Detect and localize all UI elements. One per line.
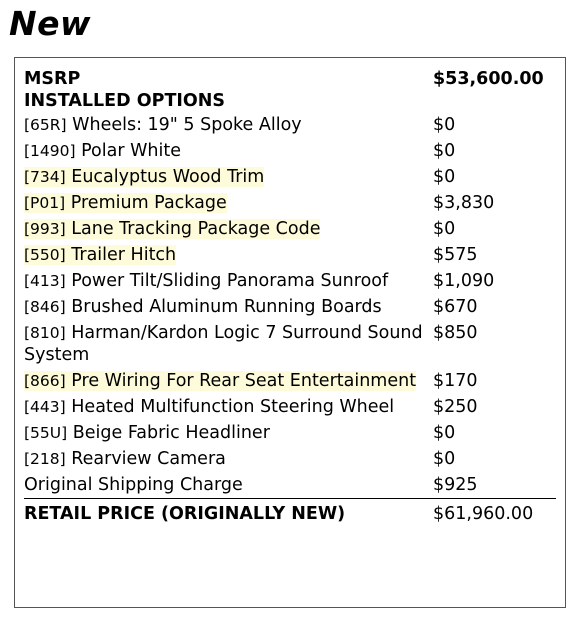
option-name: Beige Fabric Headliner (72, 423, 270, 443)
option-row (24, 394, 556, 420)
option-code: [846] (24, 298, 66, 316)
option-name: Trailer Hitch (71, 245, 177, 265)
total-label: RETAIL PRICE (ORIGINALLY NEW) (24, 499, 433, 526)
option-price: $575 (433, 245, 478, 265)
window-sticker-box (14, 57, 566, 608)
option-description (24, 446, 433, 472)
option-description (24, 268, 433, 294)
total-price: $61,960.00 (433, 499, 556, 526)
option-highlight (24, 193, 227, 213)
option-row (24, 138, 556, 164)
option-text (24, 271, 388, 291)
option-row (24, 446, 556, 472)
option-description (24, 420, 433, 446)
option-description (24, 190, 433, 216)
option-name: Eucalyptus Wood Trim (71, 167, 265, 187)
option-price: $0 (433, 449, 456, 469)
option-row (24, 216, 556, 242)
option-description (24, 294, 433, 320)
option-name: Premium Package (70, 193, 227, 213)
option-text (24, 297, 382, 317)
shipping-row (24, 472, 556, 499)
option-description (24, 216, 433, 242)
option-row (24, 164, 556, 190)
page-title: New (9, 4, 91, 43)
option-price: $850 (433, 323, 478, 343)
option-name: Wheels: 19" 5 Spoke Alloy (72, 115, 302, 135)
option-name: Polar White (81, 141, 181, 161)
option-code: [65R] (24, 116, 67, 134)
option-row (24, 320, 556, 368)
msrp-row (24, 68, 556, 90)
option-code: [866] (24, 372, 66, 390)
option-price: $0 (433, 219, 456, 239)
option-name: Rearview Camera (71, 449, 226, 469)
option-row (24, 190, 556, 216)
option-price: $3,830 (433, 193, 495, 213)
option-text (24, 397, 394, 417)
total-row (24, 499, 556, 526)
option-highlight (24, 371, 416, 391)
option-row (24, 420, 556, 446)
option-row (24, 242, 556, 268)
option-price: $1,090 (433, 271, 495, 291)
option-code: [550] (24, 246, 66, 264)
option-description (24, 242, 433, 268)
option-row (24, 112, 556, 138)
option-code: [413] (24, 272, 66, 290)
option-text (24, 449, 226, 469)
option-row (24, 368, 556, 394)
option-price: $0 (433, 167, 456, 187)
option-code: [1490] (24, 142, 76, 160)
option-name: Lane Tracking Package Code (71, 219, 321, 239)
option-description (24, 112, 433, 138)
option-description (24, 368, 433, 394)
msrp-label: MSRP (24, 69, 81, 89)
option-name: Pre Wiring For Rear Seat Entertainment (71, 371, 417, 391)
option-price: $170 (433, 371, 478, 391)
shipping-label: Original Shipping Charge (24, 475, 243, 495)
option-highlight (24, 219, 320, 239)
installed-options-heading: INSTALLED OPTIONS (24, 91, 226, 111)
option-price: $0 (433, 115, 456, 135)
option-highlight (24, 167, 264, 187)
option-name: Power Tilt/Sliding Panorama Sunroof (71, 271, 389, 291)
option-name: Brushed Aluminum Running Boards (71, 297, 382, 317)
option-price: $0 (433, 423, 456, 443)
option-text (24, 423, 270, 443)
option-code: [P01] (24, 194, 66, 212)
option-highlight (24, 245, 176, 265)
installed-options-header-row (24, 90, 556, 112)
option-code: [55U] (24, 424, 68, 442)
option-row (24, 294, 556, 320)
option-description (24, 164, 433, 190)
option-price: $670 (433, 297, 478, 317)
option-name: Harman/Kardon Logic 7 Surround Sound System (24, 323, 423, 365)
option-code: [218] (24, 450, 66, 468)
option-description (24, 138, 433, 164)
option-price: $0 (433, 141, 456, 161)
option-description (24, 394, 433, 420)
shipping-price: $925 (433, 475, 478, 495)
price-table (24, 68, 556, 525)
option-code: [734] (24, 168, 66, 186)
option-code: [810] (24, 324, 66, 342)
option-code: [993] (24, 220, 66, 238)
option-price: $250 (433, 397, 478, 417)
option-code: [443] (24, 398, 66, 416)
option-text (24, 141, 181, 161)
msrp-price: $53,600.00 (433, 69, 544, 89)
option-description (24, 320, 433, 368)
option-row (24, 268, 556, 294)
option-name: Heated Multifunction Steering Wheel (71, 397, 395, 417)
option-text (24, 323, 423, 365)
option-text (24, 115, 302, 135)
